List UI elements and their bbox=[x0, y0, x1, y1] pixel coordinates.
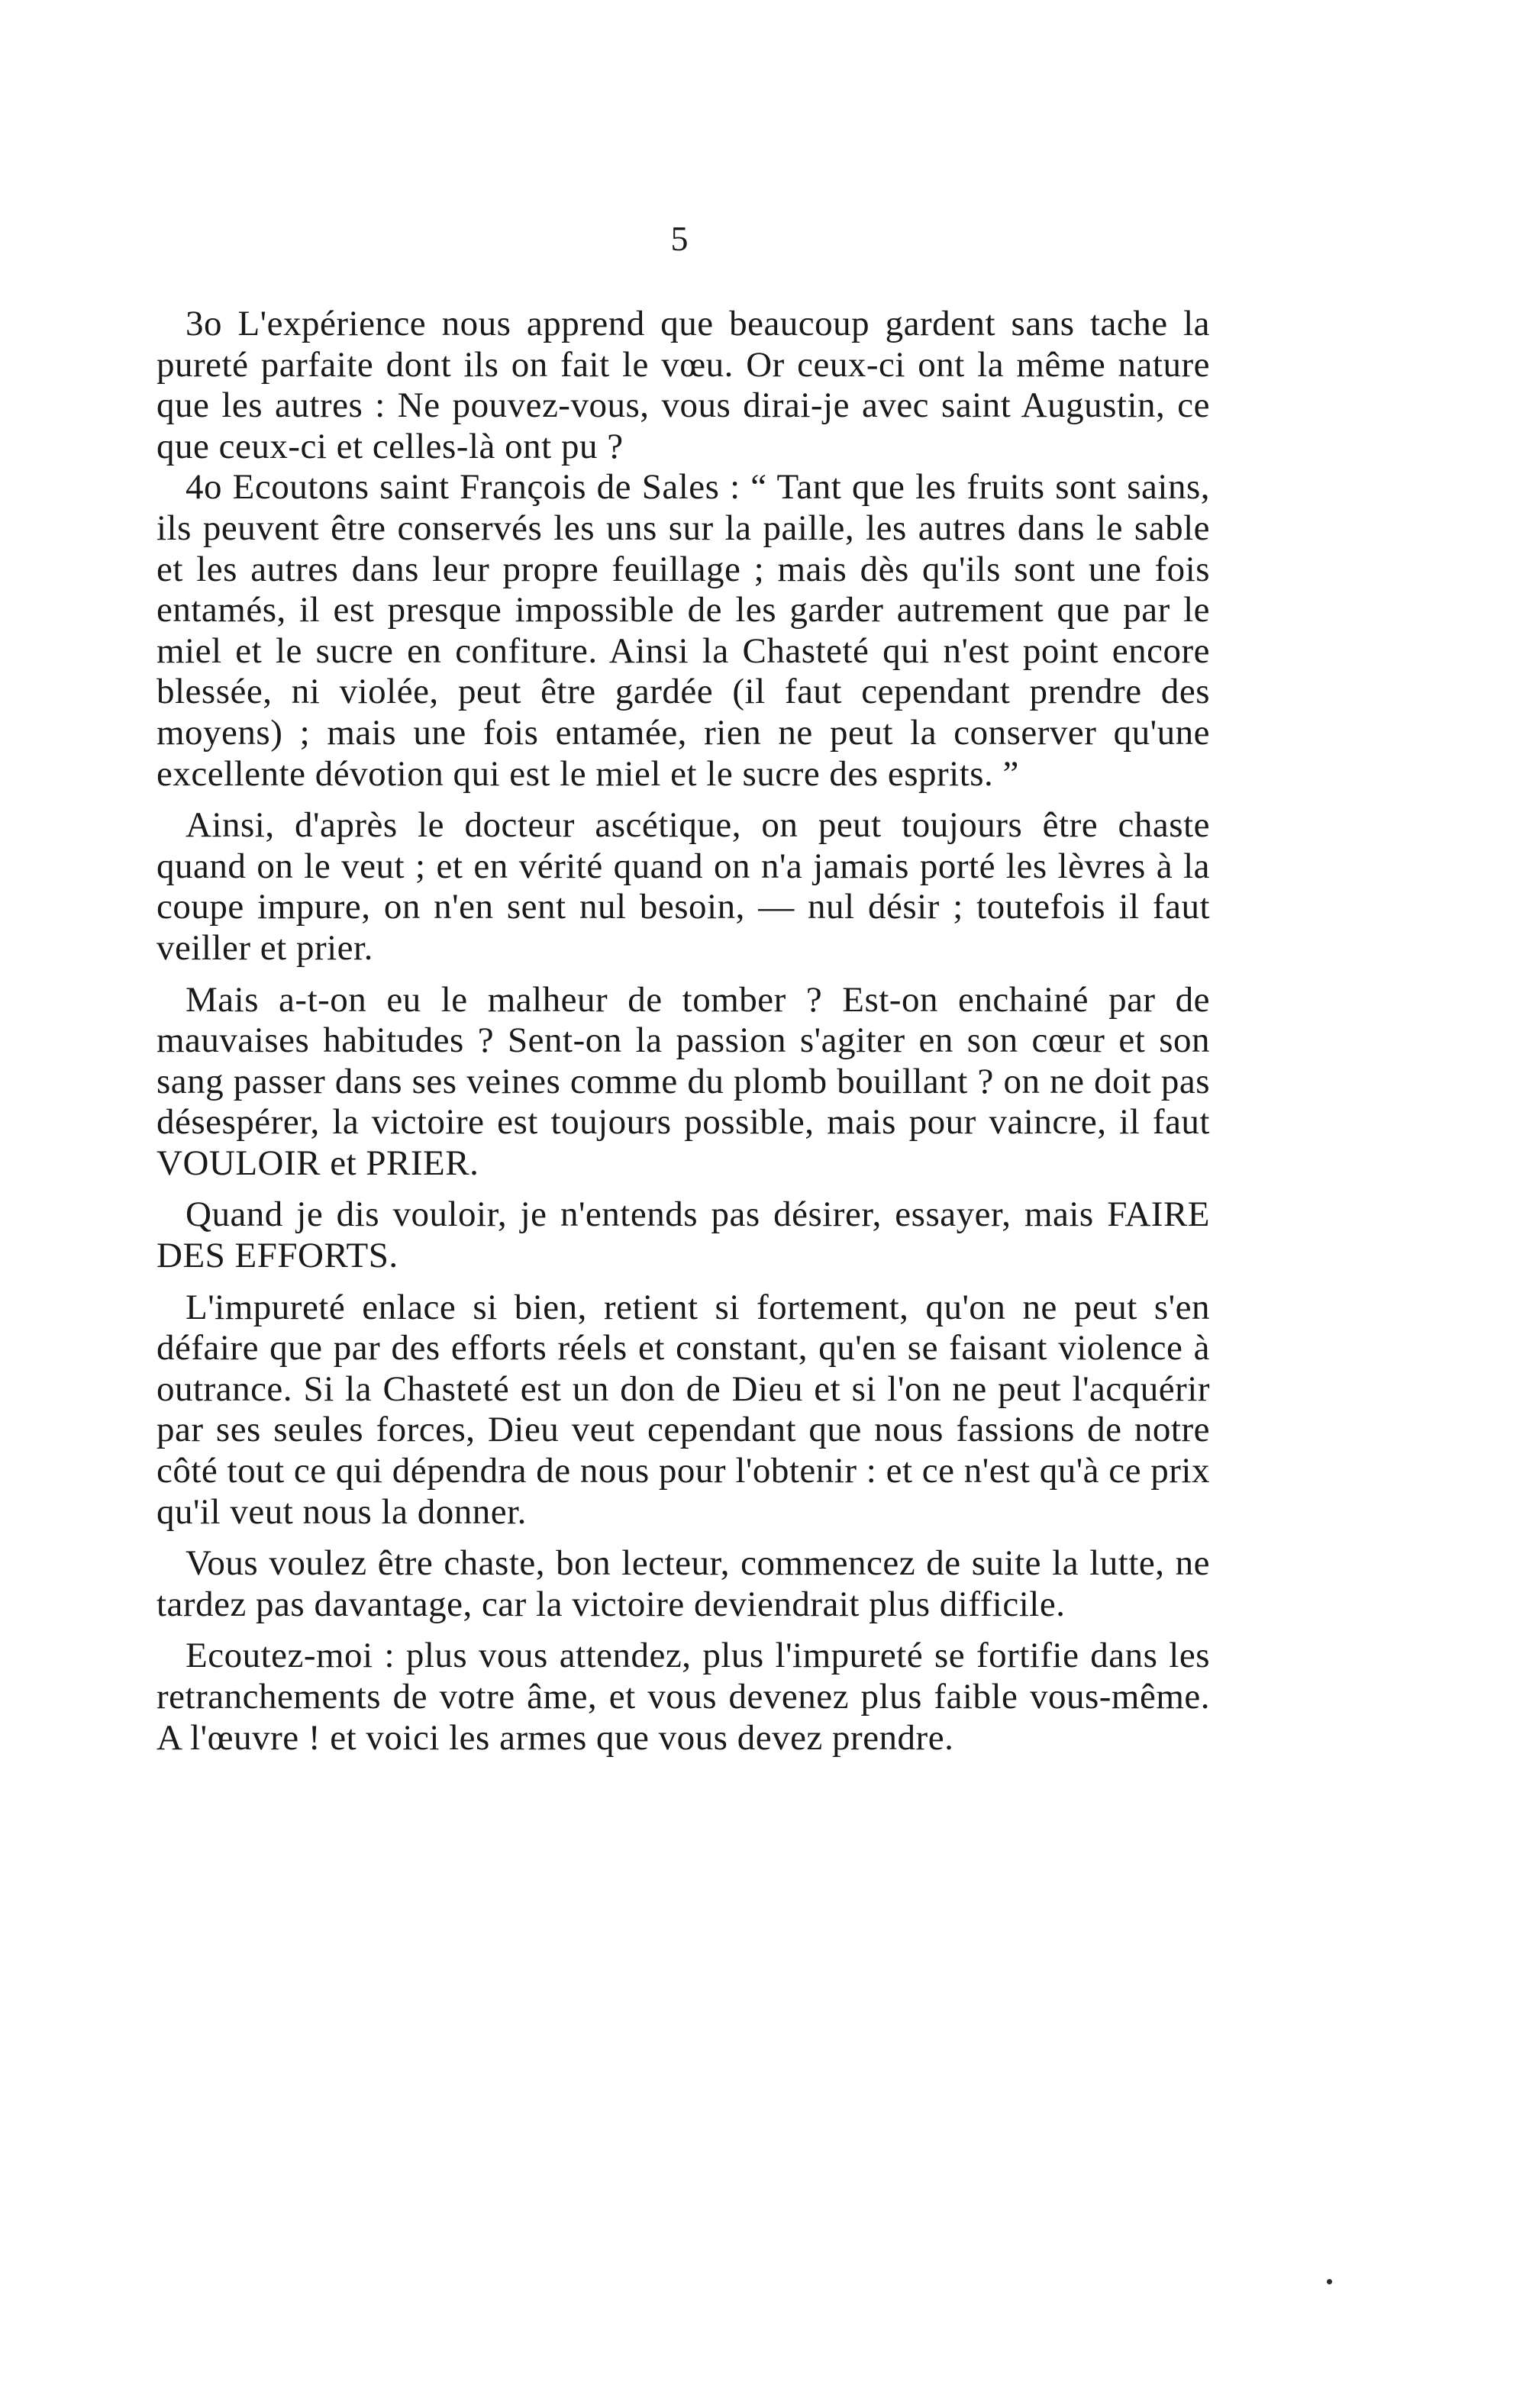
paragraph-ecoutez: Ecoutez-moi : plus vous attendez, plus l'impureté se fortifie dans les retranchements de votre âme, et vous devenez plus faible vous-même. A l'œuvre ! et voici les armes que vous devez prendre. bbox=[156, 1636, 1210, 1758]
paragraph-vous-voulez: Vous voulez être chaste, bon lecteur, commencez de suite la lutte, ne tardez pas davantage, car la victoire deviendrait plus difficile. bbox=[156, 1543, 1210, 1624]
paragraph-3o: 3o L'expérience nous apprend que beaucoup gardent sans tache la pureté parfaite dont ils on fait le vœu. Or ceux-ci ont la même nature que les autres : Ne pouvez-vous, vous dirai-je avec saint Augustin, ce que ceux-ci et celles-là ont pu ? bbox=[156, 304, 1210, 466]
body-text bbox=[156, 304, 1210, 1758]
paragraph-impurete: L'impureté enlace si bien, retient si fortement, qu'on ne peut s'en défaire que par des efforts réels et constant, qu'en se faisant violence à outrance. Si la Chasteté est un don de Dieu et si l'on ne peut l'acquérir par ses seules forces, Dieu veut cependant que nous fassions de notre côté tout ce qui dépendra de nous pour l'obtenir : et ce n'est qu'à ce prix qu'il veut nous la donner. bbox=[156, 1287, 1210, 1532]
paragraph-quand: Quand je dis vouloir, je n'entends pas désirer, essayer, mais FAIRE DES EFFORTS. bbox=[156, 1194, 1210, 1276]
page-number: 5 bbox=[670, 219, 689, 258]
paragraph-4o-quote: 4o Ecoutons saint François de Sales : “ Tant que les fruits sont sains, ils peuvent être conservés les uns sur la paille, les autres dans le sable et les autres dans leur propre feuillage ; mais dès qu'ils sont une fois entamés, il est presque impossible de les garder autrement que par le miel et le sucre en confiture. Ainsi la Chasteté qui n'est point encore blessée, ni violée, peut être gardée (il faut cependant prendre des moyens) ; mais une fois entamée, rien ne peut la conserver qu'une excellente dévotion qui est le miel et le sucre des esprits. ” bbox=[156, 467, 1210, 794]
stray-ink-dot bbox=[1327, 2279, 1332, 2284]
paragraph-mais: Mais a-t-on eu le malheur de tomber ? Est-on enchainé par de mauvaises habitudes ? Sent-on la passion s'agiter en son cœur et son sang passer dans ses veines comme du plomb bouillant ? on ne doit pas désespérer, la victoire est toujours possible, mais pour vaincre, il faut VOULOIR et PRIER. bbox=[156, 979, 1210, 1183]
paragraph-ainsi: Ainsi, d'après le docteur ascétique, on peut toujours être chaste quand on le veut ; et en vérité quand on n'a jamais porté les lèvres à la coupe impure, on n'en sent nul besoin, — nul désir ; toutefois il faut veiller et prier. bbox=[156, 805, 1210, 968]
